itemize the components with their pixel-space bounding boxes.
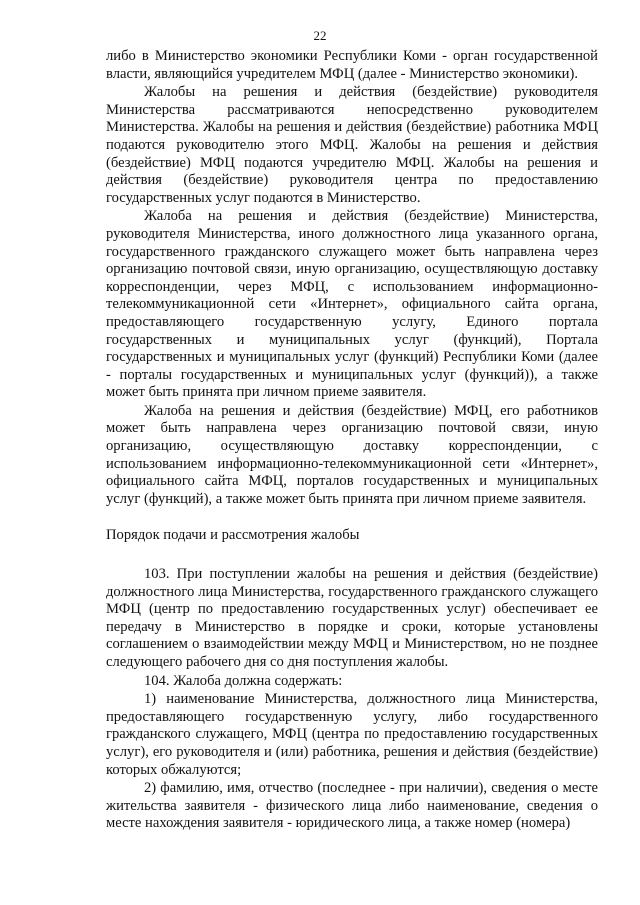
paragraph-continuation: либо в Министерство экономики Республики Коми - орган государственной власти, являющийся учредителем МФЦ (далее - Министерство экономики). — [106, 48, 598, 82]
section-heading: Порядок подачи и рассмотрения жалобы — [106, 527, 360, 544]
page-number: 22 — [313, 28, 327, 43]
document-body — [106, 48, 598, 834]
list-item-2: 2) фамилию, имя, отчество (последнее - при наличии), сведения о месте жительства заявителя - физического лица либо наименование, сведения о месте нахождения заявителя - юридического лица, а также номер (номера) — [106, 780, 598, 832]
paragraph-complaint-submission-ministry: Жалоба на решения и действия (бездействие) Министерства, руководителя Министерства, иного должностного лица указанного органа, государственного гражданского служащего может быть направлена через организацию почтовой связи, иную организацию, осуществляющую доставку корреспонденции, через МФЦ, с использованием информационно-телекоммуникационной сети «Интернет», официального сайта органа, предоставляющего государственную услугу, Единого портала государственных и муниципальных услуг (функций), Портала государственных и муниципальных услуг (функций) Республики Коми (далее - порталы государственных и муниципальных услуг (функций)), а также может быть принята при личном приеме заявителя. — [106, 208, 598, 401]
paragraph-complaints-ministry-head: Жалобы на решения и действия (бездействие) руководителя Министерства рассматриваются непосредственно руководителем Министерства. Жалобы на решения и действия (бездействие) работника МФЦ подаются руководителю этого МФЦ. Жалобы на решения и действия (бездействие) МФЦ подаются учредителю МФЦ. Жалобы на решения и действия (бездействие) руководителя центра по предоставлению государственных услуг подаются в Министерство. — [106, 84, 598, 206]
paragraph-complaint-submission-mfc: Жалоба на решения и действия (бездействие) МФЦ, его работников может быть направлена через организацию почтовой связи, иную организацию, осуществляющую доставку корреспонденции, с использованием информационно-телекоммуникационной сети «Интернет», официального сайта МФЦ, порталов государственных и муниципальных услуг (функций), а также может быть принята при личном приеме заявителя. — [106, 402, 598, 507]
paragraph-103: 103. При поступлении жалобы на решения и действия (бездействие) должностного лица Министерства, государственного гражданского служащего МФЦ (центр по предоставлению государственных услуг) обеспечивает ее передачу в Министерство в порядке и сроки, которые установлены соглашением о взаимодействии между МФЦ и Министерством, но не позднее следующего рабочего дня со дня поступления жалобы. — [106, 566, 598, 670]
paragraph-104: 104. Жалоба должна содержать: — [144, 672, 343, 689]
list-item-1: 1) наименование Министерства, должностного лица Министерства, предоставляющего государственную услугу, либо государственного гражданского служащего, МФЦ (центра по предоставлению государственных услуг), его руководителя и (или) работника, решения и действия (бездействие) которых обжалуются; — [106, 691, 598, 778]
